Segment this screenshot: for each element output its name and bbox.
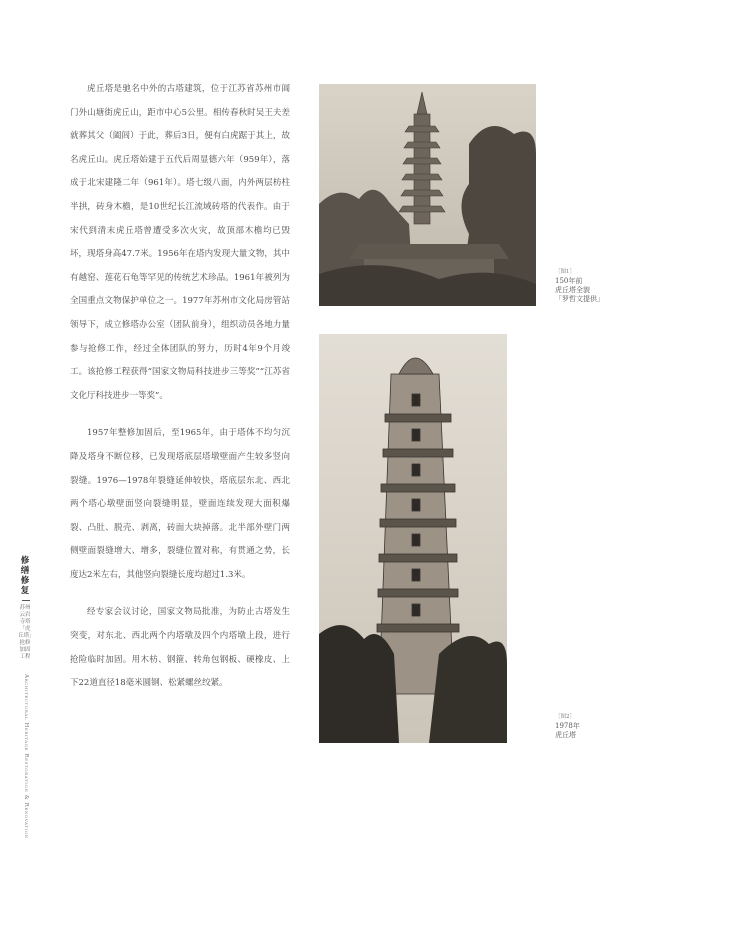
- figure-1-number: ［图1］: [555, 269, 575, 275]
- paragraph-3: 经专家会议讨论，国家文物局批准，为防止古塔发生突变，对东北、西北两个内塔墩及四个内塔墩上段，进行抢险临时加固。用木枋、钢箍、转角包钢板、硬橡皮、上下22道直径18毫米圆钢、松紧螺丝绞紧。: [70, 607, 290, 689]
- figure-2-caption-line: 1978年: [555, 722, 580, 730]
- section-divider: [22, 600, 30, 601]
- article-body: [70, 78, 290, 696]
- paragraph-2: 1957年整修加固后，至1965年，由于塔体不均匀沉降及塔身不断位移，已发现塔底层塔墩壁面产生较多竖向裂缝。1976—1978年裂缝延伸较快，塔底层东北、西北两个塔心墩壁面竖向裂缝明显，壁面连续发现大面积爆裂、凸肚、脱壳、剥离，砖面大块掉落。北半部外壁门两侧壁面裂缝增大、增多，裂缝位置对称，有贯通之势，长度达2米左右，其他竖向裂缝长度均超过1.3米。: [70, 428, 290, 580]
- figure-1-caption-line: 虎丘塔全貌: [555, 286, 590, 294]
- figure-1-photo: [319, 84, 536, 306]
- section-title-english: Architectural Heritage Restoration & Renovation: [23, 674, 29, 839]
- paragraph-1: 虎丘塔是驰名中外的古塔建筑，位于江苏省苏州市阊门外山塘街虎丘山，距市中心5公里。相传春秋时吴王夫差就葬其父（阖闾）于此，葬后3日，便有白虎踞于其上，故名虎丘山。虎丘塔始建于五代后周显德六年（959年），落成于北宋建隆二年（961年）。塔七级八面，内外两层枋柱半拱，砖身木檐，是10世纪长江流域砖塔的代表作。由于宋代到清末虎丘塔曾遭受多次火灾，故顶部木檐均已毁坏，现塔身高47.7米。1956年在塔内发现大量文物，其中有越窑、莲花石龟等罕见的传统艺术珍品。1961年被列为全国重点文物保护单位之一。1977年苏州市文化局房管站领导下，成立修塔办公室（团队前身），组织动员各地力量参与抢修工作，经过全体团队的努力，历时4年9个月竣工。该抢修工程获得“国家文物局科技进步三等奖”“江苏省文化厅科技进步一等奖”。: [70, 84, 290, 401]
- section-title: 修缮修复: [20, 556, 30, 596]
- figure-2-caption: [555, 713, 615, 740]
- figure-2-photo: [319, 334, 507, 743]
- figure-2-number: ［图2］: [555, 714, 575, 720]
- project-subtitle: 苏州云岩寺塔「虎丘塔」抢修加固工程: [18, 605, 32, 660]
- figure-1-caption: [555, 268, 625, 304]
- figure-2-caption-line: 虎丘塔: [555, 731, 576, 739]
- sidebar-vertical-title: [18, 556, 34, 916]
- figure-1-caption-line: 150年前: [555, 277, 583, 285]
- figure-1-caption-line: 「罗哲文提供」: [555, 295, 604, 303]
